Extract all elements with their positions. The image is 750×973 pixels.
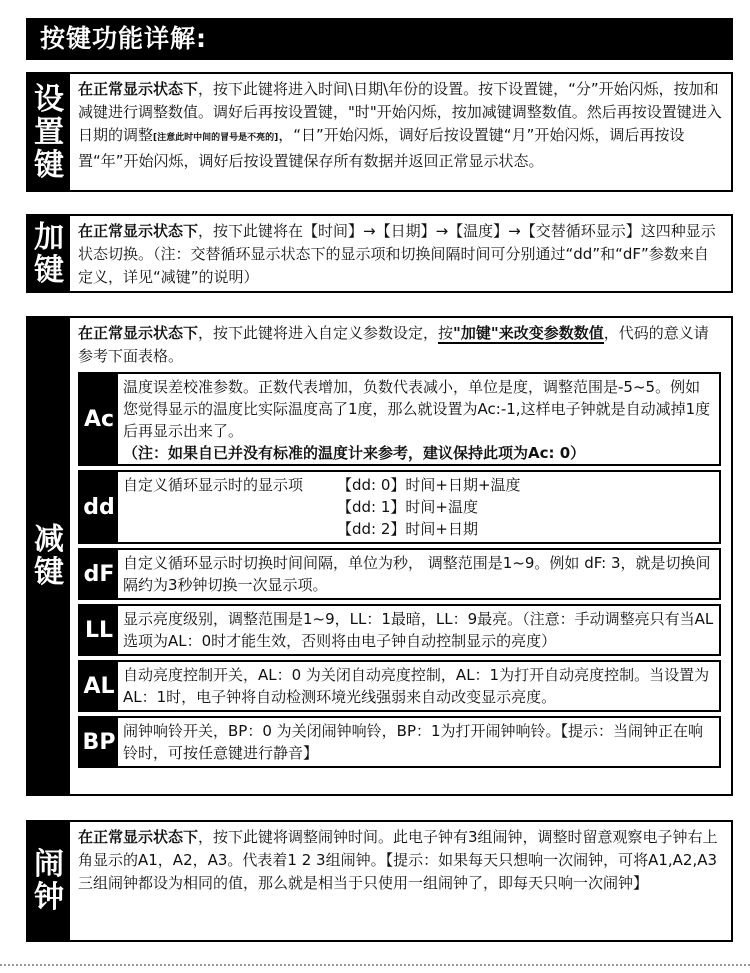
param-df-row <box>78 548 721 600</box>
plus-key-label-char-2: 键 <box>34 252 64 288</box>
minus-key-section <box>26 316 733 796</box>
param-ll-text: 显示亮度级别，调整范围是1~9，LL：1最暗，LL：9最亮。（注意：手动调整亮只有当AL选项为AL：0时才能生效，否则将由电子钟自动控制显示的亮度） <box>123 610 714 650</box>
plus-key-section <box>26 214 733 293</box>
param-dd-option: 【dd: 0】时间+日期+温度 <box>337 476 521 494</box>
set-key-label <box>28 74 70 190</box>
set-key-lead: 在正常显示状态下 <box>78 80 199 98</box>
plus-key-label-char-1: 加 <box>34 219 64 255</box>
param-bp-code: BP <box>80 718 118 766</box>
param-dd-row <box>78 470 721 544</box>
set-key-note: [注意此时中间的冒号是不亮的] <box>153 133 279 143</box>
alarm-key-label <box>28 822 70 940</box>
param-dd-option: 【dd: 1】时间+温度 <box>337 498 478 516</box>
plus-key-text: ，按下此键将在【时间】→【日期】→【温度】→【交替循环显示】这四种显示状态切换。（注：交替循环显示状态下的显示项和切换间隔时间可分别通过“dd”和“dF”参数来自定义，详见“减键”的说明） <box>78 222 716 286</box>
param-ll-row <box>78 604 721 656</box>
minus-key-intro <box>78 322 723 368</box>
set-key-text-a: ，按下此键将进入时间\日期\年份的设置。按下设置键，“分”开始闪烁，按加和减键进行调整数值。调好后再按设置键，"时"开始闪烁，按加减键调整数值。然后再按设置键进入日期的调整 <box>78 80 722 144</box>
param-dd-option: 【dd: 2】时间+日期 <box>337 520 478 538</box>
set-key-label-char-1: 设 <box>34 81 64 117</box>
param-al-row <box>78 660 721 712</box>
param-ac-text: 温度误差校准参数。正数代表增加，负数代表减小，单位是度，调整范围是-5~5。例如您觉得显示的温度比实际温度高了1度，那么就设置为Ac:-1,这样电子钟就是自动减掉1度后再显示出来了。 <box>123 378 711 440</box>
param-df-text: 自定义循环显示时切换时间间隔，单位为秒， 调整范围是1~9。例如 dF: 3，就是切换间隔约为3秒钟切换一次显示项。 <box>123 554 711 594</box>
plus-key-lead: 在正常显示状态下 <box>78 222 199 240</box>
set-key-description <box>70 74 731 190</box>
param-bp-row <box>78 716 721 768</box>
plus-key-description <box>70 216 731 291</box>
minus-key-press: 按 <box>438 324 454 342</box>
param-al-code: AL <box>80 662 118 710</box>
set-key-section <box>26 72 733 192</box>
param-df-code: dF <box>80 550 118 598</box>
param-bp-text: 闹钟响铃开关，BP：0 为关闭闹钟响铃，BP：1为打开闹钟响铃。【提示：当闹钟正在响铃时，可按任意键进行静音】 <box>123 722 704 762</box>
minus-key-description <box>70 318 731 794</box>
minus-key-emphasis <box>438 324 604 344</box>
plus-key-label <box>28 216 70 291</box>
alarm-key-label-char-2: 钟 <box>34 880 64 915</box>
minus-key-label-char-2: 键 <box>34 555 64 590</box>
param-ll-code: LL <box>80 606 118 654</box>
minus-key-emph-key: "加键" <box>453 324 499 342</box>
param-al-text: 自动亮度控制开关，AL：0 为关闭自动亮度控制，AL：1为打开自动亮度控制。当设置为AL：1时，电子钟将自动检测环境光线强弱来自动改变显示亮度。 <box>123 666 710 706</box>
alarm-key-section <box>26 820 733 942</box>
minus-key-text-b: 来改变参数数值 <box>498 324 604 342</box>
minus-key-lead: 在正常显示状态下 <box>78 324 199 342</box>
set-key-label-char-2: 置 <box>34 114 64 150</box>
set-key-label-char-3: 键 <box>34 147 64 183</box>
alarm-key-label-char-1: 闹 <box>34 847 64 882</box>
param-dd-text: 自定义循环显示时的显示项 <box>123 476 304 494</box>
param-ac-text-block <box>118 374 719 464</box>
alarm-key-description <box>70 822 731 940</box>
param-ac-note: （注：如果自已并没有标准的温度计来参考，建议保持此项为Ac: 0） <box>123 444 586 462</box>
minus-key-label-char-1: 减 <box>34 522 64 557</box>
param-dd-options <box>337 474 714 540</box>
param-dd-text-block <box>118 472 719 542</box>
param-ac-row <box>78 372 721 466</box>
set-key-text-b: ，“日”开始闪烁，调好后按设置键“月”开始闪烁，调后再按设置“年”开始闪烁，调好后按设置键保存所有数据并返回正常显示状态。 <box>78 126 685 170</box>
param-dd-code: dd <box>80 472 118 542</box>
alarm-key-lead: 在正常显示状态下 <box>78 828 199 846</box>
bottom-divider <box>0 964 750 966</box>
alarm-key-text: ，按下此键将调整闹钟时间。此电子钟有3组闹钟，调整时留意观察电子钟右上角显示的A1，A2，A3。代表着1 2 3组闹钟。【提示：如果每天只想响一次闹钟，可将A1,A2,A3三组闹钟都设为相同的值，那么就是相当于只使用一组闹钟了，即每天只响一次闹钟】 <box>78 828 718 892</box>
minus-key-label <box>28 318 70 794</box>
page-title: 按键功能详解: <box>26 18 733 60</box>
minus-key-text-c: ，代码的意义请参考下面表格。 <box>78 324 709 365</box>
minus-key-text-a: ，按下此键将进入自定义参数设定， <box>198 324 439 342</box>
param-ac-code: Ac <box>80 374 118 464</box>
